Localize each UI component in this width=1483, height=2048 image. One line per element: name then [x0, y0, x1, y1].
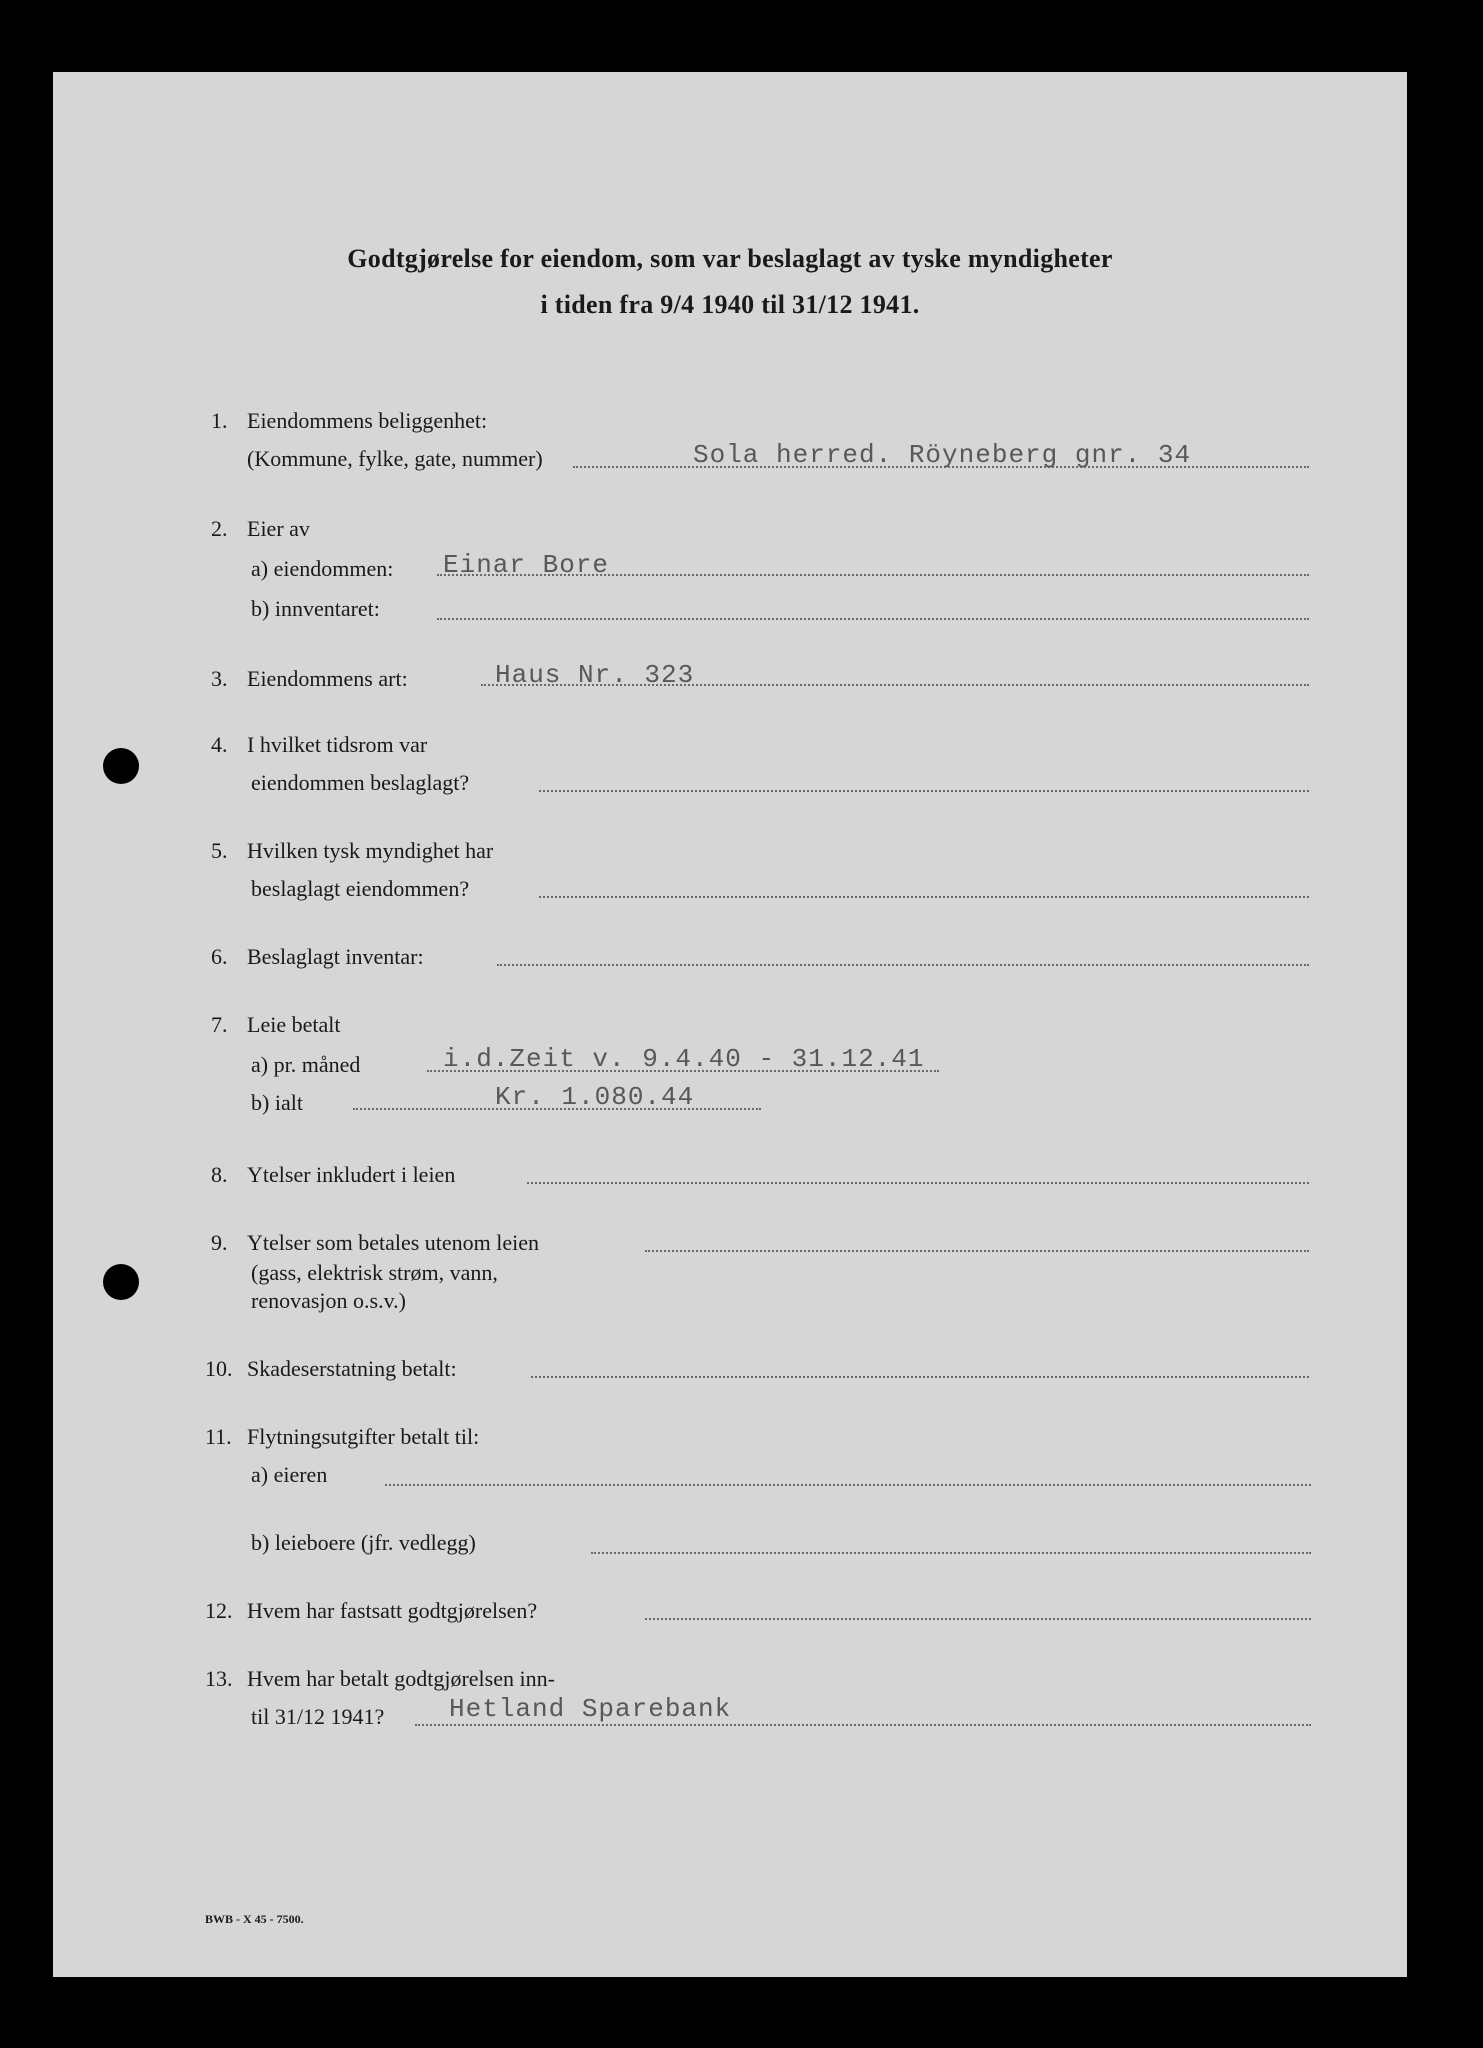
q7-number: 7. [211, 1012, 228, 1037]
q3-answer: Haus Nr. 323 [495, 660, 695, 690]
q9-label: Ytelser som betales utenom leien [247, 1230, 540, 1255]
q5-number: 5. [211, 838, 228, 863]
q6-label: Beslaglagt inventar: [247, 944, 424, 969]
q3-number: 3. [211, 666, 228, 691]
q4-sublabel: eiendommen beslaglagt? [251, 770, 470, 795]
q4-label: I hvilket tidsrom var [247, 732, 428, 757]
q1-sublabel: (Kommune, fylke, gate, nummer) [247, 446, 543, 471]
title-line-2: i tiden fra 9/4 1940 til 31/12 1941. [540, 290, 920, 319]
q9-answer-line [645, 1250, 1309, 1252]
q2b-answer-line [437, 618, 1309, 620]
title-line-1: Godtgjørelse for eiendom, som var beslaglagt av tyske myndigheter [347, 244, 1113, 273]
q11-number: 11. [205, 1424, 232, 1449]
q6-number: 6. [211, 944, 228, 969]
q13-sublabel: til 31/12 1941? [251, 1704, 385, 1729]
punch-hole-top [103, 748, 139, 784]
q1-answer: Sola herred. Röyneberg gnr. 34 [693, 440, 1192, 470]
q13-number: 13. [205, 1666, 233, 1691]
q2b-label: b) innventaret: [251, 596, 380, 621]
q1-label: Eiendommens beliggenhet: [247, 408, 488, 433]
q5-label: Hvilken tysk myndighet har [247, 838, 494, 863]
q3-label: Eiendommens art: [247, 666, 408, 691]
q4-answer-line [539, 790, 1309, 792]
q12-label: Hvem har fastsatt godtgjørelsen? [247, 1598, 538, 1623]
q5-answer-line [539, 896, 1309, 898]
q8-answer-line [527, 1182, 1309, 1184]
q7a-label: a) pr. måned [251, 1052, 361, 1077]
q8-number: 8. [211, 1162, 228, 1187]
q8-label: Ytelser inkludert i leien [247, 1162, 456, 1187]
q1-number: 1. [211, 408, 228, 433]
q7-label: Leie betalt [247, 1012, 341, 1037]
form-footer-code: BWB - X 45 - 7500. [205, 1912, 304, 1926]
q11-label: Flytningsutgifter betalt til: [247, 1424, 480, 1449]
q2a-answer: Einar Bore [443, 550, 610, 580]
q2-label: Eier av [247, 516, 310, 541]
q13-answer: Hetland Sparebank [449, 1694, 732, 1724]
q12-number: 12. [205, 1598, 233, 1623]
q7b-label: b) ialt [251, 1090, 303, 1115]
q13-label: Hvem har betalt godtgjørelsen inn- [247, 1666, 555, 1691]
q2-number: 2. [211, 516, 228, 541]
punch-hole-bottom [103, 1264, 139, 1300]
q7a-answer: i.d.Zeit v. 9.4.40 - 31.12.41 [443, 1044, 925, 1074]
q10-label: Skadeserstatning betalt: [247, 1356, 457, 1381]
q9-sublabel-2: renovasjon o.s.v.) [251, 1288, 406, 1313]
q6-answer-line [497, 964, 1309, 966]
q11b-label: b) leieboere (jfr. vedlegg) [251, 1530, 476, 1555]
q10-number: 10. [205, 1356, 233, 1381]
q9-number: 9. [211, 1230, 228, 1255]
q2a-label: a) eiendommen: [251, 556, 394, 581]
q11b-answer-line [591, 1552, 1311, 1554]
q10-answer-line [531, 1376, 1309, 1378]
q7b-answer: Kr. 1.080.44 [495, 1082, 695, 1112]
q13-answer-line [415, 1724, 1311, 1726]
q11a-answer-line [385, 1484, 1311, 1486]
q5-sublabel: beslaglagt eiendommen? [251, 876, 470, 901]
q9-sublabel-1: (gass, elektrisk strøm, vann, [251, 1260, 498, 1285]
q11a-label: a) eieren [251, 1462, 328, 1487]
q12-answer-line [645, 1618, 1311, 1620]
q4-number: 4. [211, 732, 228, 757]
form-sheet [53, 72, 1407, 1977]
